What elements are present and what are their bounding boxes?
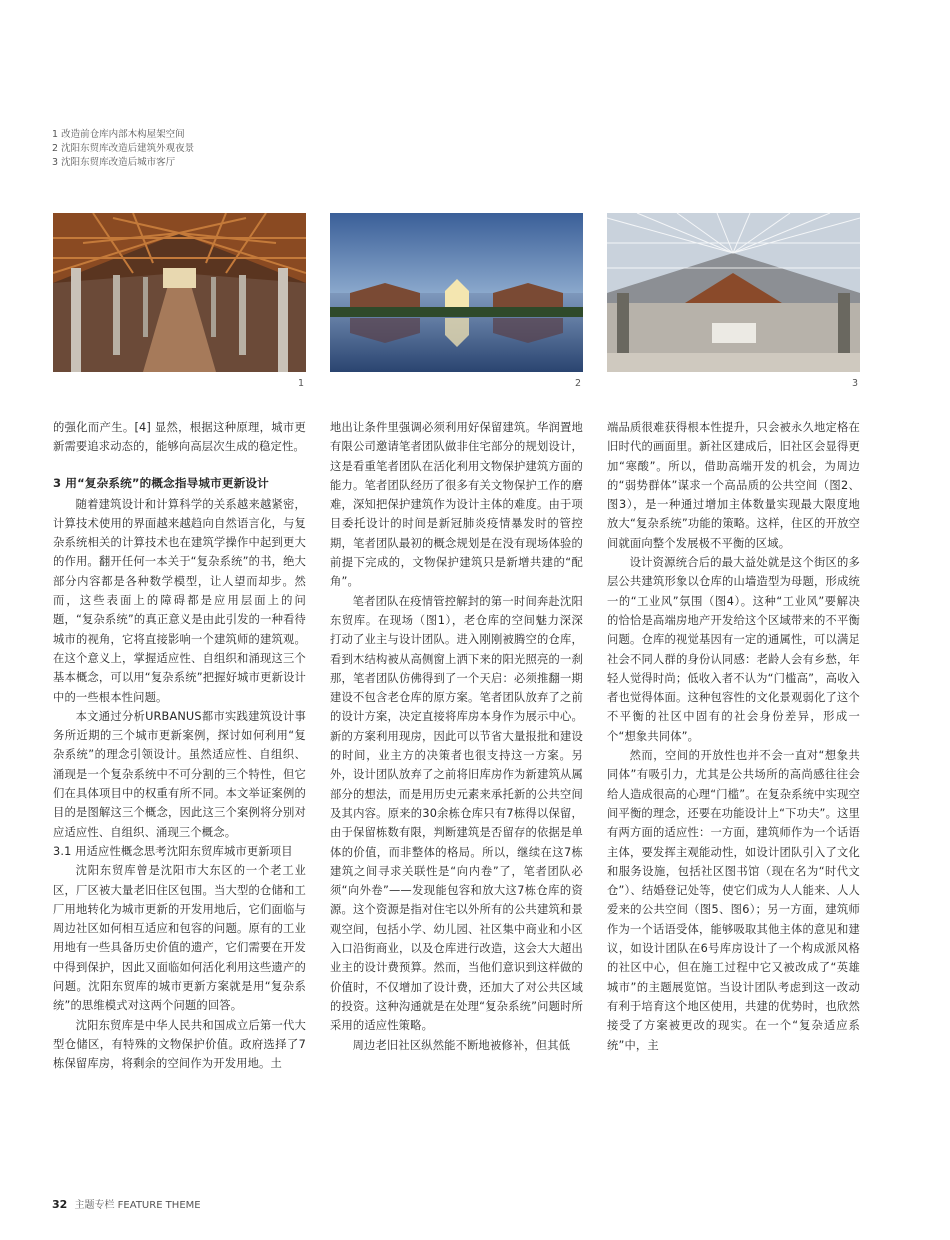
paragraph: 沈阳东贸库是中华人民共和国成立后第一代大型仓储区，有特殊的文物保护价值。政府选择了7栋保留库房，将剩余的空间作为开发用地。土 xyxy=(53,1018,306,1071)
paragraph: 设计资源统合后的最大益处就是这个街区的多层公共建筑形象以仓库的山墙造型为母题，形成统一的“工业风”氛围（图4）。这种“工业风”要解决的恰恰是高端房地产开发给这个区域带来的不平衡问题。仓库的视觉基因有一定的通属性，可以满足社会不同人群的身份认同感：老龄人会有乡愁，年轻人觉得时尚；低收入者不认为“门槛高”，高收入者也觉得体面。这种包容性的文化景观弱化了这个不平衡的社区中固有的社会身份差异，形成一个“想象共同体”。 xyxy=(607,556,860,743)
photo-exterior-night xyxy=(330,213,583,372)
figure-number-1: 1 xyxy=(298,378,305,389)
paragraph: 端品质很难获得根本性提升，只会被永久地定格在旧时代的画面里。新社区建成后，旧社区会显得更加“寒酸”。所以，借助高端开发的机会，为周边的“弱势群体”谋求一个高品质的公共空间（图2、图3），是一种通过增加主体数量实现最大限度地放大“复杂系统”功能的策略。这样，住区的开放空间就面向整个发展极不平衡的区域。 xyxy=(607,421,860,550)
paragraph: 随着建筑设计和计算科学的关系越来越紧密，计算技术使用的界面越来越趋向自然语言化，与复杂系统相关的计算技术也在建筑学操作中起到更大的作用。翻开任何一本关于“复杂系统”的书，绝大部分内容都是各种数学模型，让人望而却步。然而，这些表面上的障碍都是应用层面上的问题，“复杂系统”的真正意义是由此引发的一种看待城市的视角，它将直接影响一个建筑师的建筑观。在这个意义上，掌握适应性、自组织和涌现这三个基本概念，可以用“复杂系统”把握好城市更新设计中的一些根本性问题。 xyxy=(53,497,306,704)
paragraph: 周边老旧社区纵然能不断地被修补，但其低 xyxy=(352,1038,571,1052)
text-column-3 xyxy=(607,418,860,1055)
paragraph: 沈阳东贸库曾是沈阳市大东区的一个老工业区，厂区被大量老旧住区包围。当大型的仓储和工厂用地转化为城市更新的开发用地后，它们面临与周边社区如何相互适应和包容的问题。原有的工业用地有一些具备历史价值的遗产，它们需要在开发中得到保护，因此又面临如何活化利用这些遗产的问题。沈阳东贸库的城市更新方案就是用“复杂系统”的思维模式对这两个问题的回答。 xyxy=(53,864,306,1013)
text-column-2 xyxy=(330,418,583,1055)
figure-number-2: 2 xyxy=(575,378,582,389)
paragraph: 本文通过分析URBANUS都市实践建筑设计事务所近期的三个城市更新案例，探讨如何利用“复杂系统”的理念引领设计。虽然适应性、自组织、涌现是一个复杂系统中不可分割的三个特性，但它们在具体项目中的权重有所不同。本文举证案例的目的是图解这三个概念，因此这三个案例将分别对应适应性、自组织、涌现三个概念。 xyxy=(53,709,306,839)
photo-warehouse-interior xyxy=(53,213,306,372)
caption-1: 1 改造前仓库内部木构屋架空间 xyxy=(52,129,185,140)
paragraph: 然而，空间的开放性也并不会一直对“想象共同体”有吸引力，尤其是公共场所的高尚感往往会给人造成很高的心理“门槛”。在复杂系统中实现空间平衡的理念，还要在功能设计上“下功夫”。这里有两方面的适应性：一方面，建筑师作为一个话语主体，要发挥主观能动性，如设计团队引入了文化和服务设施，包括社区图书馆（现在名为“时代文仓”）、结婚登记处等，使它们成为人人能来、人人爱来的公共空间（图5、图6）；另一方面，建筑师作为一个话语受体，能够吸取其他主体的意见和建议，如设计团队在6号库房设计了一个构成派风格的社区中心，但在施工过程中它又被改成了“英雄城市”的主题展览馆。当设计团队考虑到这一改动有利于培育这个地区使用，共建的优势时，也欣然接受了方案被更改的现实。在一个“复杂适应系统”中，主 xyxy=(607,749,860,1052)
subsection-heading: 3.1 用适应性概念思考沈阳东贸库城市更新项目 xyxy=(53,844,293,858)
photo-city-living-room xyxy=(607,213,860,372)
section-label: 主题专栏 FEATURE THEME xyxy=(74,1200,201,1211)
figure-captions xyxy=(52,128,194,170)
paragraph: 的强化而产生。[4] 显然，根据这种原理，城市更新需要追求动态的，能够向高层次生成的稳定性。 xyxy=(53,421,306,454)
page-footer xyxy=(52,1196,201,1211)
text-column-1 xyxy=(53,418,306,1074)
section-heading: 3 用“复杂系统”的概念指导城市更新设计 xyxy=(53,475,269,490)
paragraph: 地出让条件里强调必须利用好保留建筑。华润置地有限公司邀请笔者团队做非住宅部分的规划设计，这是看重笔者团队在活化利用文物保护建筑方面的能力。笔者团队经历了很多有关文物保护工作的磨难，深知把保护建筑作为设计主体的难度。由于项目委托设计的时间是新冠肺炎疫情暴发时的管控期，笔者团队最初的概念规划是在没有现场体验的前提下完成的，文物保护建筑只是新增共建的“配角”。 xyxy=(330,421,583,589)
paragraph: 笔者团队在疫情管控解封的第一时间奔赴沈阳东贸库。在现场（图1），老仓库的空间魅力深深打动了业主与设计团队。进入刚刚被腾空的仓库，看到木结构被从高侧窗上洒下来的阳光照亮的一刹那，笔者团队仿佛得到了一个天启：必须推翻一期建设不包含老仓库的原方案。笔者团队放弃了之前的设计方案，决定直接将库房本身作为展示中心。新的方案利用现房，因此可以节省大量报批和建设的时间，业主方的决策者也很支持这一方案。另外，设计团队放弃了之前将旧库房作为新建筑从属部分的想法，而是用历史元素来承托新的公共空间及其内容。原来的30余栋仓库只有7栋得以保留，由于保留栋数有限，判断建筑是否留存的依据是单体的价值，而非整体的格局。所以，继续在这7栋建筑之间寻求关联性是“向内卷”了，笔者团队必须“向外卷”——发现能包容和放大这7栋仓库的资源。这个资源是指对住宅以外所有的公共建筑和景观空间，包括小学、幼儿园、社区集中商业和小区入口沿街商业，以及仓库进行改造，这会大大超出业主的设计费预算。然而，当他们意识到这样做的价值时，不仅增加了设计费，还加大了对公共区域的投资。这种沟通就是在处理“复杂系统”问题时所采用的适应性策略。 xyxy=(330,594,583,1033)
caption-2: 2 沈阳东贸库改造后建筑外观夜景 xyxy=(52,143,195,154)
page-number: 32 xyxy=(52,1198,68,1211)
figure-number-3: 3 xyxy=(852,378,859,389)
caption-3: 3 沈阳东贸库改造后城市客厅 xyxy=(52,157,176,168)
